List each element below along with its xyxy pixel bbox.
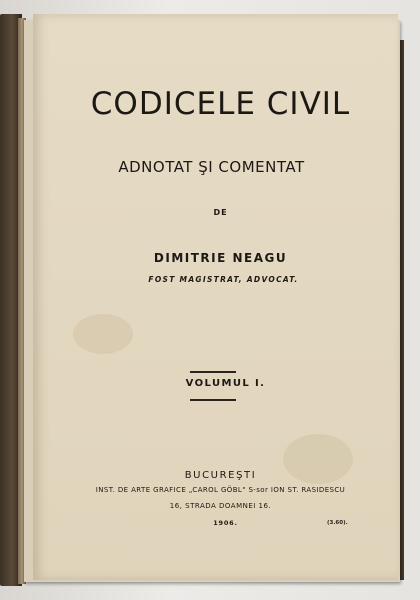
- printing-house: INST. DE ARTE GRAFICE „CAROL GÖBL" S-sor ION ST. RASIDESCU: [95, 486, 346, 494]
- author-role: FOST MAGISTRAT, ADVOCAT.: [148, 275, 299, 284]
- publication-city: BUCUREŞTI: [184, 470, 257, 481]
- by-label: DE: [213, 208, 228, 217]
- volume-label: VOLUMUL I.: [185, 378, 266, 389]
- printing-address: 16, STRADA DOAMNEI 16.: [169, 502, 272, 510]
- book-subtitle: ADNOTAT ŞI COMENTAT: [118, 158, 305, 176]
- volume-rule-top: [190, 371, 236, 373]
- publication-year: 1906.: [213, 519, 238, 527]
- paper-stain: [73, 314, 133, 354]
- printer-code: (3.60).: [327, 520, 348, 526]
- title-page: [33, 14, 398, 580]
- author-name: DIMITRIE NEAGU: [153, 251, 288, 265]
- volume-rule-bottom: [190, 399, 236, 401]
- book-title: CODICELE CIVIL: [90, 86, 351, 122]
